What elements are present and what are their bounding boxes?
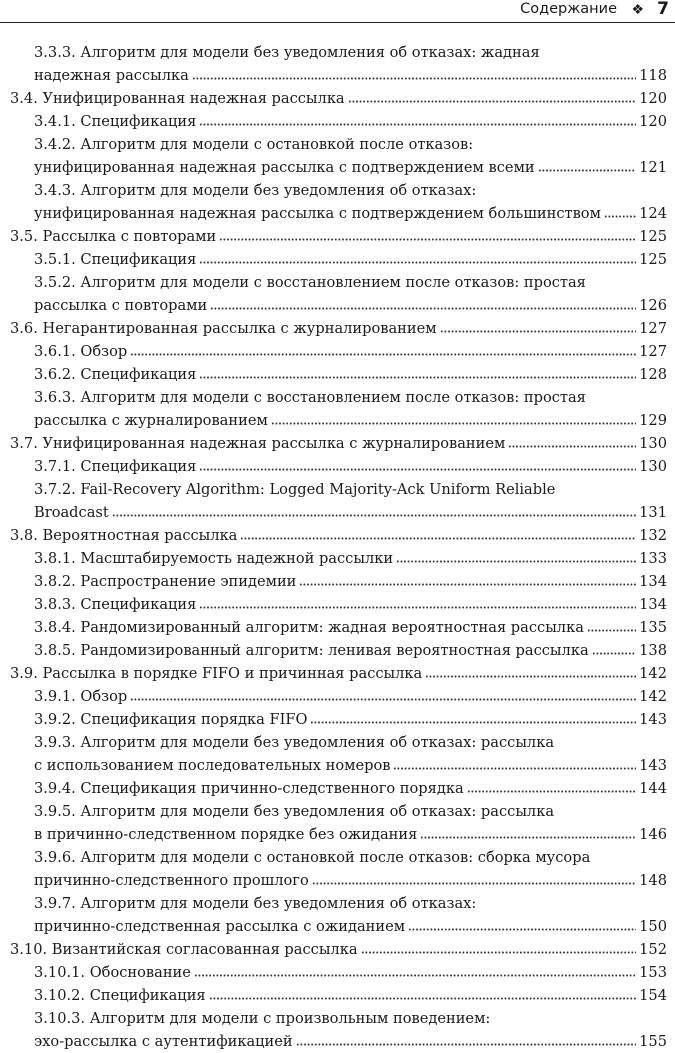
toc-page-number: 125 (639, 251, 667, 268)
dot-leader (199, 250, 636, 264)
dot-leader (192, 66, 636, 80)
dot-leader (209, 986, 637, 1000)
toc-page-number: 128 (639, 366, 667, 383)
dot-leader (199, 595, 636, 609)
toc-subsection-entry (0, 478, 675, 524)
dot-leader (240, 526, 636, 540)
toc-entry-title: 3.5. Рассылка с повторами (10, 228, 217, 245)
dot-leader (393, 756, 636, 770)
dot-leader (194, 963, 636, 977)
toc-entry-title: 3.10.2. Спецификация (34, 987, 206, 1004)
toc-entry-title: 3.7.2. Fail-Recovery Algorithm: Logged Majority-Ack Uniform Reliable (34, 481, 556, 498)
page-number: 7 (657, 0, 669, 19)
dot-leader (130, 342, 636, 356)
toc-entry-title: рассылка с журналированием (34, 412, 268, 429)
toc-entry-title: 3.6.1. Обзор (34, 343, 128, 360)
toc-subsection-entry (0, 340, 675, 363)
dot-leader (592, 641, 636, 655)
dot-leader (296, 1032, 637, 1046)
toc-subsection-entry (0, 639, 675, 662)
toc-entry-title: 3.8.3. Спецификация (34, 596, 197, 613)
toc-entry-title: 3.9.6. Алгоритм для модели с остановкой после отказов: сборка мусора (34, 849, 591, 866)
dot-leader (112, 503, 636, 517)
toc-section-entry (0, 662, 675, 685)
dot-leader (420, 825, 636, 839)
toc-section-entry (0, 524, 675, 547)
toc-page-number: 143 (639, 711, 667, 728)
toc-entry-title: 3.4.2. Алгоритм для модели с остановкой после отказов: (34, 136, 474, 153)
toc-subsection-entry (0, 892, 675, 938)
dot-leader (199, 112, 636, 126)
table-of-contents (0, 41, 675, 1053)
toc-subsection-entry (0, 961, 675, 984)
toc-page-number: 131 (639, 504, 667, 521)
toc-page-number: 127 (639, 320, 667, 337)
toc-entry-title: 3.9.7. Алгоритм для модели без уведомления об отказах: (34, 895, 477, 912)
dot-leader (538, 158, 636, 172)
toc-page-number: 132 (639, 527, 667, 544)
running-header (0, 0, 675, 22)
toc-page-number: 130 (639, 435, 667, 452)
dot-leader (130, 687, 636, 701)
toc-entry-title: 3.8.1. Масштабируемость надежной рассылки (34, 550, 394, 567)
toc-entry-title: эхо-рассылка с аутентификацией (34, 1033, 293, 1050)
dot-leader (408, 917, 636, 931)
toc-entry-title: 3.9. Рассылка в порядке FIFO и причинная рассылка (10, 665, 423, 682)
toc-page-number: 142 (639, 665, 667, 682)
toc-section-entry (0, 938, 675, 961)
toc-page-number: 126 (639, 297, 667, 314)
toc-page-number: 121 (639, 159, 667, 176)
toc-page-number: 124 (639, 205, 667, 222)
toc-entry-title: 3.6. Негарантированная рассылка с журналированием (10, 320, 437, 337)
toc-subsection-entry (0, 547, 675, 570)
toc-page-number: 153 (639, 964, 667, 981)
toc-entry-title: 3.8.5. Рандомизированный алгоритм: ленивая вероятностная рассылка (34, 642, 589, 659)
toc-page-number: 127 (639, 343, 667, 360)
toc-subsection-entry (0, 731, 675, 777)
dot-leader (271, 411, 636, 425)
dot-leader (348, 89, 637, 103)
toc-entry-title: 3.10.3. Алгоритм для модели с произвольным поведением: (34, 1010, 491, 1027)
toc-subsection-entry (0, 616, 675, 639)
toc-subsection-entry (0, 570, 675, 593)
toc-entry-title: 3.9.3. Алгоритм для модели без уведомления об отказах: рассылка (34, 734, 555, 751)
toc-entry-title: 3.6.2. Спецификация (34, 366, 197, 383)
toc-entry-title: причинно-следственная рассылка с ожиданием (34, 918, 406, 935)
toc-subsection-entry (0, 110, 675, 133)
toc-subsection-entry (0, 455, 675, 478)
toc-subsection-entry (0, 41, 675, 87)
toc-page-number: 154 (639, 987, 667, 1004)
dot-leader (219, 227, 636, 241)
toc-subsection-entry (0, 708, 675, 731)
toc-page-number: 144 (639, 780, 667, 797)
toc-entry-title: 3.9.4. Спецификация причинно-следственного порядка (34, 780, 464, 797)
toc-section-entry (0, 317, 675, 340)
dot-leader (508, 434, 636, 448)
toc-subsection-entry (0, 685, 675, 708)
toc-entry-title: 3.8.2. Распространение эпидемии (34, 573, 297, 590)
toc-page-number: 135 (639, 619, 667, 636)
toc-page-number: 146 (639, 826, 667, 843)
ornament-icon: ❖ (631, 2, 644, 18)
toc-subsection-entry (0, 386, 675, 432)
toc-entry-title: 3.4.3. Алгоритм для модели без уведомления об отказах: (34, 182, 477, 199)
toc-entry-title: 3.5.1. Спецификация (34, 251, 197, 268)
toc-subsection-entry (0, 800, 675, 846)
dot-leader (467, 779, 636, 793)
toc-page-number: 120 (639, 90, 667, 107)
toc-entry-title: 3.3.3. Алгоритм для модели без уведомления об отказах: жадная (34, 44, 540, 61)
toc-page-number: 138 (639, 642, 667, 659)
toc-page-number: 120 (639, 113, 667, 130)
toc-entry-title: 3.10. Византийская согласованная рассылка (10, 941, 358, 958)
toc-entry-title: 3.9.1. Обзор (34, 688, 128, 705)
toc-page-number: 133 (639, 550, 667, 567)
toc-page-number: 142 (639, 688, 667, 705)
dot-leader (425, 664, 636, 678)
toc-page-number: 129 (639, 412, 667, 429)
toc-page-number: 152 (639, 941, 667, 958)
toc-entry-title: 3.10.1. Обоснование (34, 964, 191, 981)
toc-entry-title: 3.4. Унифицированная надежная рассылка (10, 90, 345, 107)
toc-subsection-entry (0, 1007, 675, 1053)
toc-entry-title: 3.8. Вероятностная рассылка (10, 527, 238, 544)
dot-leader (312, 871, 636, 885)
toc-entry-title: 3.7.1. Спецификация (34, 458, 197, 475)
toc-page-number: 134 (639, 596, 667, 613)
toc-page-number: 143 (639, 757, 667, 774)
toc-page-number: 125 (639, 228, 667, 245)
dot-leader (199, 365, 636, 379)
toc-page-number: 130 (639, 458, 667, 475)
toc-entry-title: 3.9.5. Алгоритм для модели без уведомления об отказах: рассылка (34, 803, 555, 820)
dot-leader (199, 457, 636, 471)
toc-subsection-entry (0, 846, 675, 892)
toc-entry-title: унифицированная надежная рассылка с подтверждением всеми (34, 159, 535, 176)
toc-section-entry (0, 432, 675, 455)
toc-subsection-entry (0, 777, 675, 800)
toc-subsection-entry (0, 984, 675, 1007)
dot-leader (310, 710, 636, 724)
toc-page-number: 150 (639, 918, 667, 935)
toc-subsection-entry (0, 271, 675, 317)
header-title: Содержание (520, 1, 617, 17)
dot-leader (440, 319, 637, 333)
header-rule (0, 22, 675, 23)
toc-subsection-entry (0, 593, 675, 616)
toc-entry-title: надежная рассылка (34, 67, 189, 84)
dot-leader (396, 549, 636, 563)
dot-leader (299, 572, 636, 586)
toc-entry-title: 3.7. Унифицированная надежная рассылка с журналированием (10, 435, 506, 452)
toc-entry-title: с использованием последовательных номеров (34, 757, 391, 774)
toc-entry-title: унифицированная надежная рассылка с подтверждением большинством (34, 205, 601, 222)
toc-entry-title: в причинно-следственном порядке без ожидания (34, 826, 418, 843)
toc-entry-title: 3.5.2. Алгоритм для модели с восстановлением после отказов: простая (34, 274, 586, 291)
toc-page-number: 134 (639, 573, 667, 590)
toc-page-number: 118 (639, 67, 667, 84)
toc-subsection-entry (0, 179, 675, 225)
toc-entry-title: 3.6.3. Алгоритм для модели с восстановлением после отказов: простая (34, 389, 586, 406)
toc-section-entry (0, 225, 675, 248)
toc-entry-title: 3.8.4. Рандомизированный алгоритм: жадная вероятностная рассылка (34, 619, 584, 636)
toc-entry-title: 3.4.1. Спецификация (34, 113, 197, 130)
toc-section-entry (0, 87, 675, 110)
toc-entry-title: причинно-следственного прошлого (34, 872, 309, 889)
toc-entry-title: 3.9.2. Спецификация порядка FIFO (34, 711, 308, 728)
dot-leader (210, 296, 636, 310)
toc-page-number: 148 (639, 872, 667, 889)
toc-entry-title: Broadcast (34, 504, 109, 521)
toc-subsection-entry (0, 248, 675, 271)
toc-entry-title: рассылка с повторами (34, 297, 208, 314)
toc-page-number: 155 (639, 1033, 667, 1050)
toc-subsection-entry (0, 363, 675, 386)
dot-leader (604, 204, 636, 218)
dot-leader (361, 940, 637, 954)
toc-subsection-entry (0, 133, 675, 179)
dot-leader (587, 618, 636, 632)
